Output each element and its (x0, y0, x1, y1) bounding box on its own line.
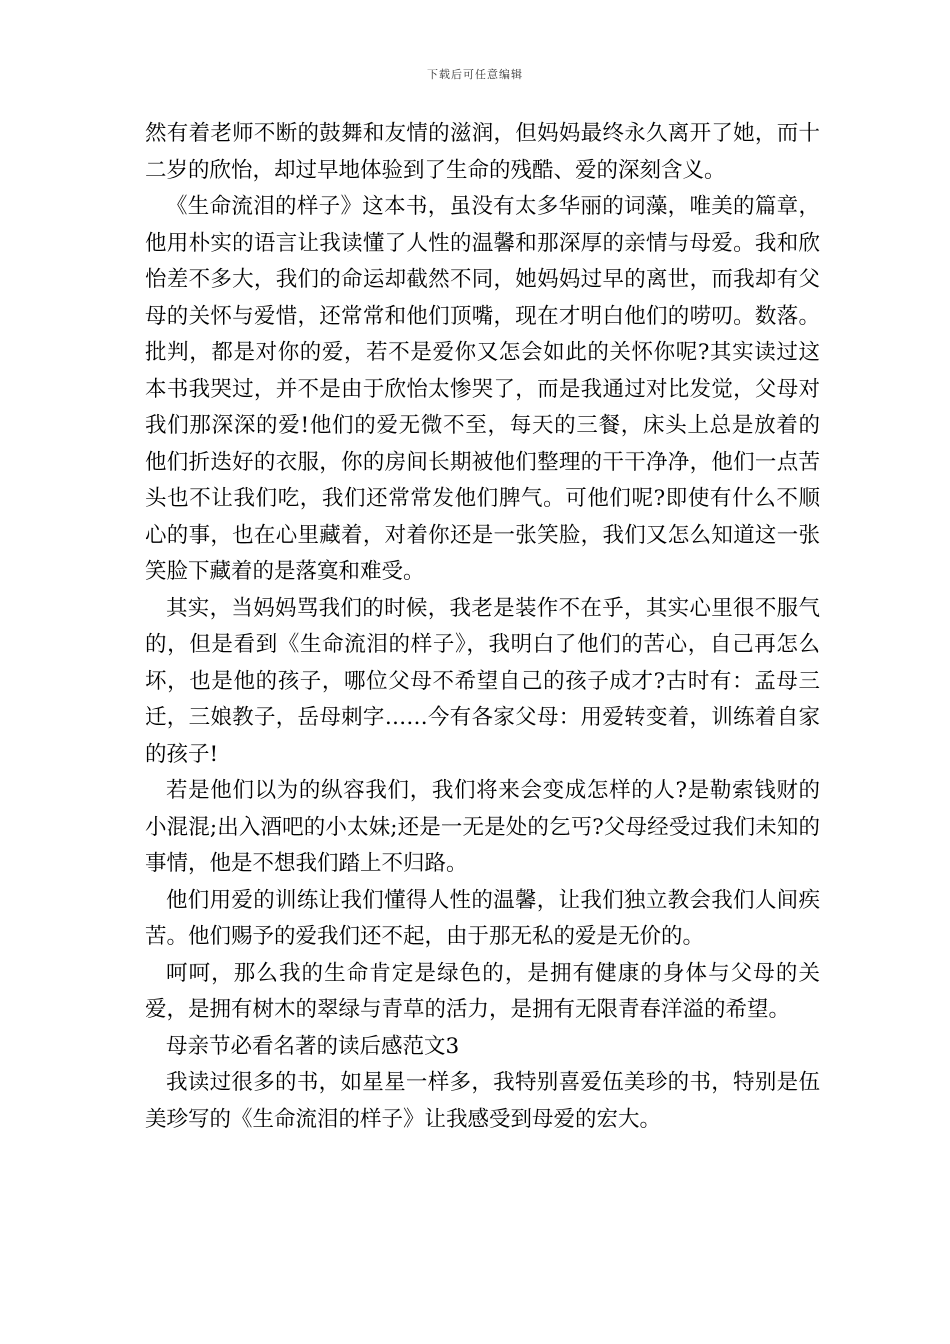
paragraph-1: 然有着老师不断的鼓舞和友情的滋润，但妈妈最终永久离开了她，而十二岁的欣怡，却过早地体验到了生命的残酷、爱的深刻含义。 (145, 121, 820, 183)
paragraph-4: 若是他们以为的纵容我们，我们将来会变成怎样的人?是勒索钱财的小混混;出入酒吧的小太妹;还是一无是处的乞丐?父母经受过我们未知的事情，他是不想我们踏上不归路。 (145, 778, 820, 876)
paragraph-2: 《生命流泪的样子》这本书，虽没有太多华丽的词藻，唯美的篇章，他用朴实的语言让我读懂了人性的温馨和那深厚的亲情与母爱。我和欣怡差不多大，我们的命运却截然不同，她妈妈过早的离世，而我却有父母的关怀与爱惜，还常常和他们顶嘴，现在才明白他们的唠叨。数落。批判，都是对你的爱，若不是爱你又怎会如此的关怀你呢?其实读过这本书我哭过，并不是由于欣怡太惨哭了，而是我通过对比发觉，父母对我们那深深的爱!他们的爱无微不至，每天的三餐，床头上总是放着的他们折迭好的衣服，你的房间长期被他们整理的干干净净，他们一点苦头也不让我们吃，我们还常常发他们脾气。可他们呢?即使有什么不顺心的事，也在心里藏着，对着你还是一张笑脸，我们又怎么知道这一张笑脸下藏着的是落寞和难受。 (145, 194, 820, 584)
paragraph-5: 他们用爱的训练让我们懂得人性的温馨，让我们独立教会我们人间疾苦。他们赐予的爱我们还不起，由于那无私的爱是无价的。 (145, 887, 820, 949)
document-body (145, 116, 820, 1138)
paragraph-7: 我读过很多的书，如星星一样多，我特别喜爱伍美珍的书，特别是伍美珍写的《生命流泪的样子》让我感受到母爱的宏大。 (145, 1070, 820, 1132)
section-heading: 母亲节必看名著的读后感范文3 (166, 1033, 460, 1059)
header-note: 下载后可任意编辑 (427, 68, 523, 81)
paragraph-6: 呵呵，那么我的生命肯定是绿色的，是拥有健康的身体与父母的关爱，是拥有树木的翠绿与青草的活力，是拥有无限青春洋溢的希望。 (145, 960, 820, 1022)
paragraph-3: 其实，当妈妈骂我们的时候，我老是装作不在乎，其实心里很不服气的，但是看到《生命流泪的样子》，我明白了他们的苦心，自己再怎么坏，也是他的孩子，哪位父母不希望自己的孩子成才?古时有：孟母三迁，三娘教子，岳母刺字……今有各家父母：用爱转变着，训练着自家的孩子! (145, 595, 820, 767)
